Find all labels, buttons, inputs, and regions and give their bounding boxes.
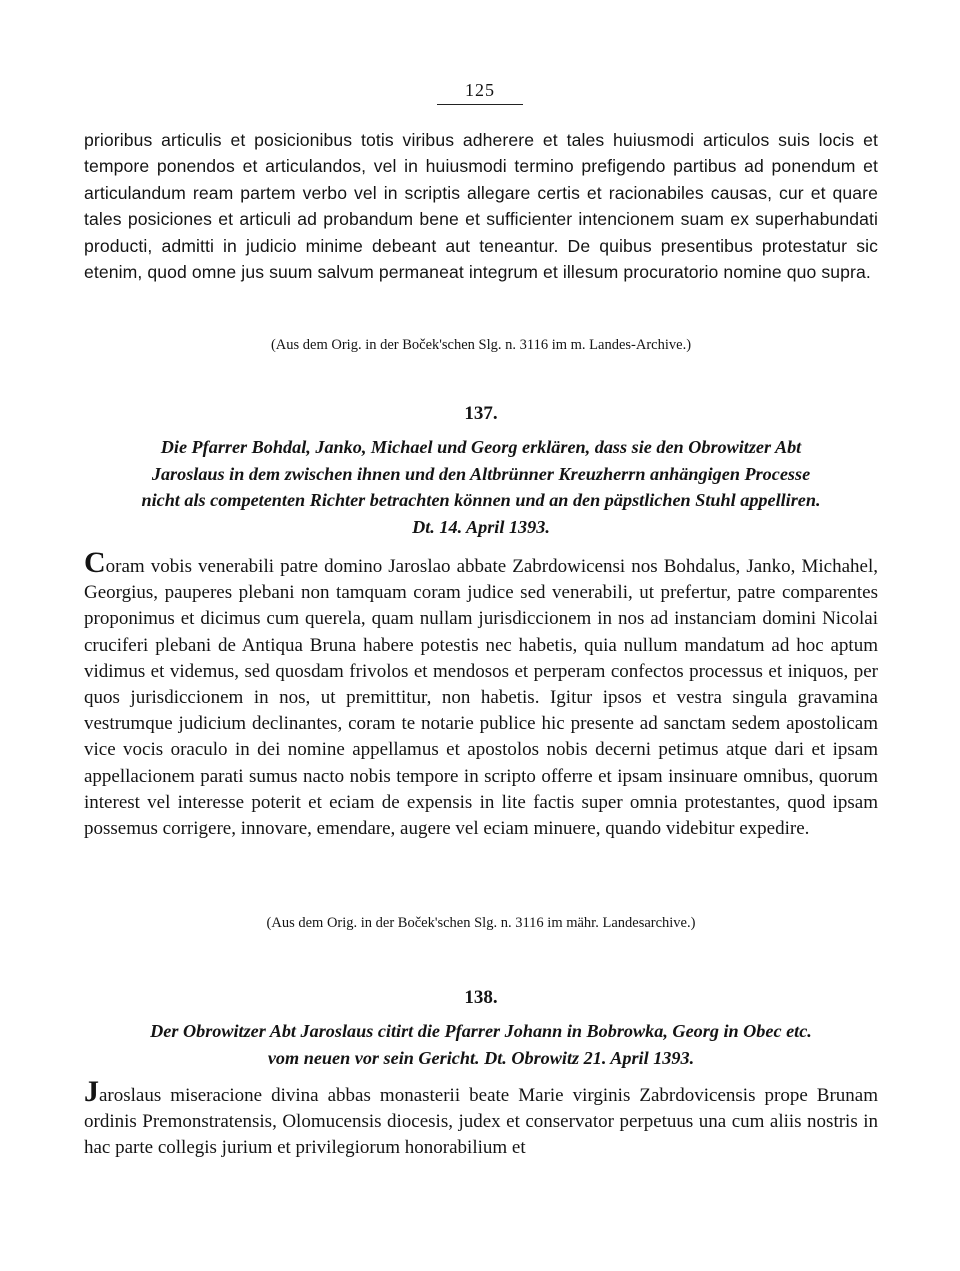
- document-number-138: 138.: [464, 987, 498, 1008]
- regest-137-date: Dt. 14. April 1393.: [412, 516, 550, 537]
- regest-138-line: Der Obrowitzer Abt Jaroslaus citirt die Pfarrer Johann in Bobrowka, Georg in Obec etc.: [150, 1021, 812, 1041]
- source-note-137: (Aus dem Orig. in der Boček'schen Slg. n. 3116 im mähr. Landesarchive.): [266, 915, 696, 931]
- regest-137: [84, 434, 878, 540]
- document-137-text: oram vobis venerabili patre domino Jaroslao abbate Zabrdowicensi nos Bohdalus, Janko, Michahel, Georgius, pauperes plebani non tamquam coram judice sed venerabili, ut prefertur, patre comparentes proponimus et dicimus cum querela, quam nullam jurisdiccionem in nos ad instanciam domini Nicolai cruciferi plebani de Antiqua Bruna habere potestis nec habetis, quia nullum mandatum ad hoc aptum vidimus et videmus, sed quosdam frivolos et mendosos et perperam confectos processus et iniquos, per quos jurisdiccionem in nos, ut premittitur, non habetis. Igitur ipsos et vestra singula gravamina vestrumque judicium declinantes, coram te notarie publice hic presente ad sanctam sedem apostolicam vice vocis oraculo in dei nomine appellamus et apostolos nobis decerni petimus atque dari et ipsam appellacionem parati sumus nacto nobis tempore in scripto offerre et ipsam insinuare omnibus, quorum interest vel interesse poterit et eciam de expensis in lite factis super omnia protestantes, quod ipsam possemus corrigere, innovare, emendare, augere vel eciam minuere, quando videbitur expedire.: [84, 556, 878, 840]
- regest-137-line: Die Pfarrer Bohdal, Janko, Michael und Georg erklären, dass sie den Obrowitzer Abt: [160, 437, 802, 457]
- document-number-137: 137.: [464, 403, 498, 424]
- document-137-body: [84, 546, 878, 842]
- initial-letter: C: [84, 546, 106, 579]
- document-138-body: [84, 1075, 878, 1162]
- regest-138-date: vom neuen vor sein Gericht. Dt. Obrowitz 21. April 1393.: [267, 1047, 695, 1068]
- page-number: 125: [465, 80, 495, 100]
- document-138-text: aroslaus miseracione divina abbas monasterii beate Marie virginis Zabrdovicensis prope Brunam ordinis Premonstratensis, Olomucensis diocesis, judex et conservator perpetuus una cum aliis nostris in hac parte collegis jurium et privilegiorum honorabilium et: [84, 1085, 878, 1159]
- initial-letter: J: [84, 1075, 99, 1108]
- page-number-rule: [437, 104, 523, 105]
- regest-137-line: Jaroslaus in dem zwischen ihnen und den Altbrünner Kreuzherrn anhängigen Processe: [151, 463, 811, 484]
- regest-137-line: nicht als competenten Richter betrachten können und an den päpstlichen Stuhl appelliren.: [141, 490, 821, 510]
- regest-138: [84, 1018, 878, 1071]
- source-note-136: (Aus dem Orig. in der Boček'schen Slg. n. 3116 im m. Landes-Archive.): [270, 337, 692, 353]
- continuation-paragraph: prioribus articulis et posicionibus totis viribus adherere et tales huiusmodi articulos suis locis et tempore ponendos et articulandos, vel in huiusmodi termino prefigendo partibus ad ponendum et articulandum ream partem verbo vel in scriptis allegare certis et racionabiles causas, cur et quare tales posiciones et articuli ad probandum bene et sufficienter intencionem suam ex superhabundati producti, admitti in judicio minime debeant aut teneantur. De quibus presentibus protestatur sic etenim, quod omne jus suum salvum permaneat integrum et illesum procuratorio nomine quo supra.: [84, 130, 878, 283]
